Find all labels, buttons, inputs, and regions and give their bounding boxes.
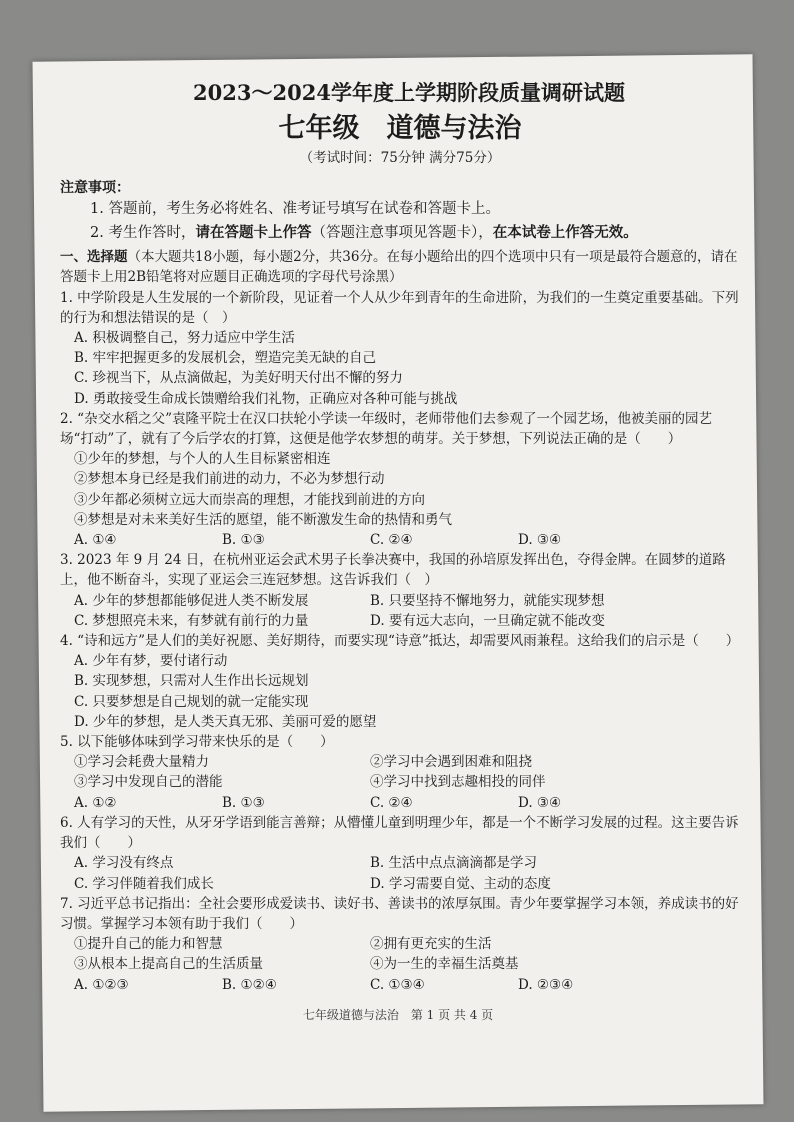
option-d: D. ③④ (518, 794, 562, 811)
statement-1: ①提升自己的能力和智慧 (74, 936, 223, 953)
option-b: B. ①③ (222, 794, 265, 811)
question-stem: 4. “诗和远方”是人们的美好祝愿、美好期待，而要实现“诗意”抵达，却需要风雨兼程。这给我们的启示是（ ） (60, 633, 740, 650)
exam-content (60, 78, 740, 995)
option-b: B. 实现梦想，只需对人生作出长远规划 (74, 673, 309, 690)
option-d: D. 少年的梦想，是人类天真无邪、美丽可爱的愿望 (74, 713, 377, 730)
option-a: A. 少年的梦想都能够促进人类不断发展 (74, 592, 309, 609)
option-c: C. 只要梦想是自己规划的就一定能实现 (74, 693, 309, 710)
option-d: D. 勇敢接受生命成长馈赠给我们礼物，正确应对各种可能与挑战 (74, 390, 458, 407)
statement-4: ④学习中找到志趣相投的同伴 (370, 774, 546, 791)
statement-2: ②梦想本身已经是我们前进的动力，不必为梦想行动 (74, 471, 385, 488)
exam-info: （考试时间：75分钟 满分75分） (299, 150, 501, 166)
option-a: A. 少年有梦，要付诸行动 (74, 653, 228, 670)
option-row (60, 530, 740, 550)
question-5 (60, 732, 740, 813)
option-c: C. ①③④ (370, 976, 425, 993)
statement-row (60, 772, 740, 792)
exam-subject: 七年级 道德与法治 (278, 113, 522, 144)
notice-heading: 注意事项： (60, 180, 130, 196)
option-a: A. ①② (74, 794, 117, 811)
option-b: B. ①②④ (222, 976, 277, 993)
statement-3: ③少年都必须树立远大而崇高的理想，才能找到前进的方向 (74, 491, 425, 508)
statement-1: ①少年的梦想，与个人的人生目标紧密相连 (74, 451, 331, 468)
option-c: C. ②④ (370, 532, 413, 549)
statement-row (60, 934, 740, 954)
option-b: B. ①③ (222, 532, 265, 549)
option-c: C. 学习伴随着我们成长 (74, 875, 214, 892)
statement-row (60, 752, 740, 772)
option-d: D. ③④ (518, 532, 562, 549)
question-stem: 7. 习近平总书记指出：全社会要形成爱读书、读好书、善读书的浓厚氛围。青少年要掌握学习本领，养成读书的好习惯。掌握学习本领有助于我们（ ） (60, 895, 739, 932)
notice-item-1: 1. 答题前，考生务必将姓名、准考证号填写在试卷和答题卡上。 (90, 201, 500, 218)
question-stem: 5. 以下能够体味到学习带来快乐的是（ ） (60, 734, 334, 751)
statement-1: ①学习会耗费大量精力 (74, 754, 209, 771)
option-b: B. 生活中点点滴滴都是学习 (370, 855, 538, 872)
statement-row (60, 954, 740, 974)
option-c: C. ②④ (370, 794, 413, 811)
option-d: D. 要有远大志向，一旦确定就不能改变 (370, 612, 605, 629)
page-footer: 七年级道德与法治 第 1 页 共 4 页 (302, 1008, 494, 1022)
statement-4: ④为一生的幸福生活奠基 (370, 956, 519, 973)
option-a: A. 学习没有终点 (74, 855, 174, 872)
option-a: A. ①②③ (74, 976, 129, 993)
option-row (60, 611, 740, 631)
statement-3: ③学习中发现自己的潜能 (74, 774, 223, 791)
statement-2: ②学习中会遇到困难和阻挠 (370, 754, 532, 771)
statement-4: ④梦想是对未来美好生活的愿望，能不断激发生命的热情和勇气 (74, 511, 452, 528)
question-stem: 3. 2023 年 9 月 24 日，在杭州亚运会武术男子长拳决赛中，我国的孙培原发挥出色，夺得金牌。在圆梦的道路上，他不断奋斗，实现了亚运会三连冠梦想。这告诉我们（ ） (60, 552, 726, 589)
question-stem: 2. “杂交水稻之父”袁隆平院士在汉口扶轮小学读一年级时，老师带他们去参观了一个园艺场，他被美丽的园艺场“打动”了，就有了今后学农的打算，这便是他学农梦想的萌芽。关于梦想，下列说法正确的是（ ） (60, 410, 712, 448)
notice-item-2: 2. 考生作答时，请在答题卡上作答（答题注意事项见答题卡），在本试卷上作答无效。 (90, 224, 638, 242)
question-6 (60, 813, 740, 894)
option-d: D. ②③④ (518, 976, 574, 993)
question-2 (60, 409, 740, 550)
question-stem: 1. 中学阶段是人生发展的一个新阶段，见证着一个人从少年到青年的生命进阶，为我们的一生奠定重要基础。下列的行为和想法错误的是（ ） (60, 289, 739, 326)
option-a: A. ①④ (74, 532, 117, 549)
option-row (60, 874, 740, 894)
option-row (60, 853, 740, 873)
option-b: B. 牢牢把握更多的发展机会，塑造完美无缺的自己 (74, 350, 377, 367)
statement-2: ②拥有更充实的生活 (370, 936, 492, 953)
question-4 (60, 631, 740, 732)
option-row (60, 975, 740, 995)
option-row (60, 793, 740, 813)
statement-3: ③从根本上提高自己的生活质量 (74, 956, 263, 973)
option-b: B. 只要坚持不懈地努力，就能实现梦想 (370, 592, 605, 609)
option-d: D. 学习需要自觉、主动的态度 (370, 875, 551, 892)
exam-title: 2023～2024学年度上学期阶段质量调研试题 (193, 80, 625, 105)
section-choice-header: 一、选择题（本大题共18小题，每小题2分，共36分。在每小题给出的四个选项中只有一项是最符合题意的，请在答题卡上用2B铅笔将对应题目正确选项的字母代号涂黑） (60, 249, 738, 286)
option-c: C. 珍视当下，从点滴做起，为美好明天付出不懈的努力 (74, 370, 403, 387)
question-1 (60, 288, 740, 409)
option-row (60, 591, 740, 611)
question-stem: 6. 人有学习的天性，从牙牙学语到能言善辩；从懵懂儿童到明理少年，都是一个不断学习发展的过程。这主要告诉我们（ ） (60, 814, 739, 852)
option-a: A. 积极调整自己，努力适应中学生活 (74, 330, 295, 347)
option-c: C. 梦想照亮未来，有梦就有前行的力量 (74, 612, 309, 629)
question-3 (60, 550, 740, 631)
question-7 (60, 894, 740, 995)
